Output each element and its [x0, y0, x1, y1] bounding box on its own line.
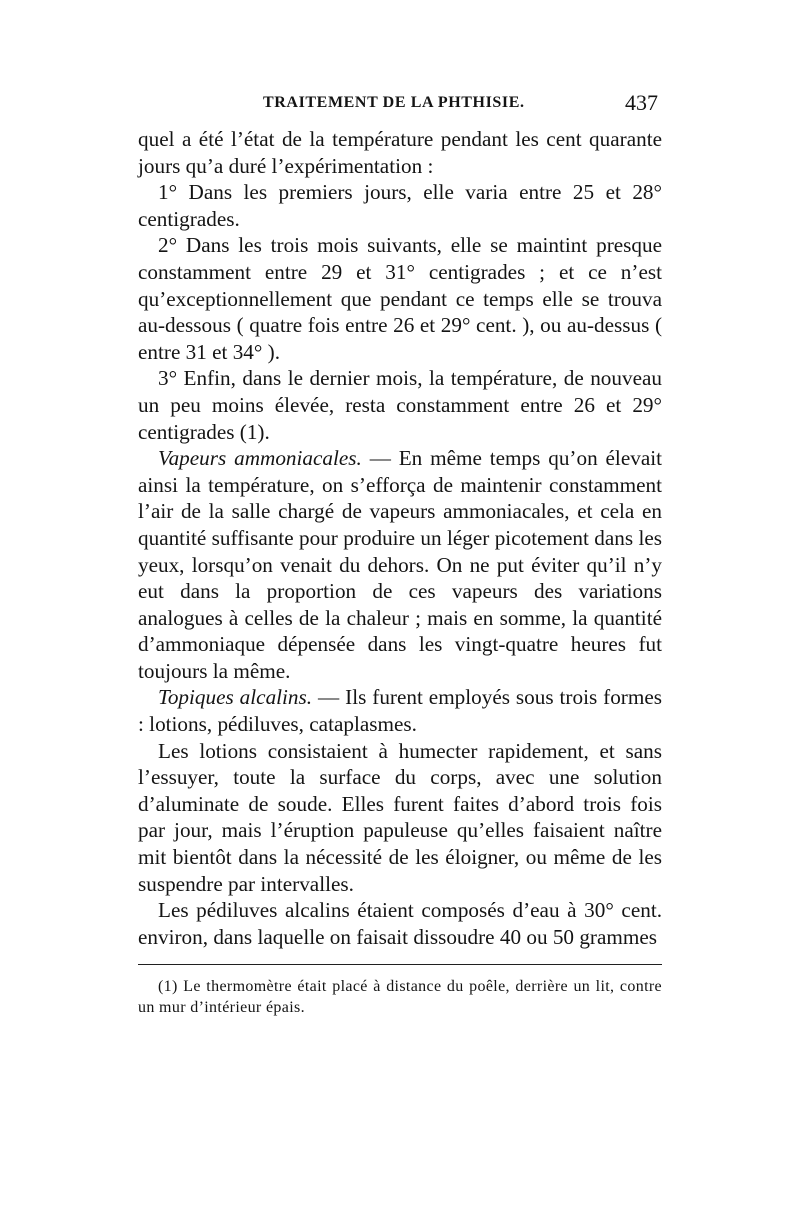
paragraph-3: 2° Dans les trois mois suivants, elle se maintint presque constamment entre 29 et 31° centigrades ; et ce n’est qu’exceptionnellement que pendant ce temps elle se trouva au-dessous ( quatre fois entre 26 et 29° cent. ), ou au-dessus ( entre 31 et 34° ).	[138, 233, 662, 364]
paragraph-4: 3° Enfin, dans le dernier mois, la température, de nouveau un peu moins élevée, resta constamment entre 26 et 29° centigrades (1).	[138, 366, 662, 444]
paragraph-7: Les lotions consistaient à humecter rapidement, et sans l’essuyer, toute la surface du corps, avec une solution d’aluminate de soude. Elles furent faites d’abord trois fois par jour, mais l’éruption papuleuse qu’elles faisaient naître mit bientôt dans la nécessité de les éloigner, ou même de les suspendre par intervalles.	[138, 738, 662, 896]
page-number: 437	[625, 90, 658, 115]
footnote-divider	[138, 964, 662, 965]
section-title-topiques: Topiques alcalins.	[158, 685, 313, 710]
footnotes	[138, 976, 662, 1018]
paragraph-8: Les pédiluves alcalins étaient composés d’eau à 30° cent. environ, dans laquelle on faisait dissoudre 40 ou 50 grammes	[138, 898, 662, 949]
book-page	[138, 92, 662, 1018]
footnote-1: (1) Le thermomètre était placé à distance du poêle, derrière un lit, contre un mur d’intérieur épais.	[138, 978, 662, 1017]
paragraph-2: 1° Dans les premiers jours, elle varia entre 25 et 28° centigrades.	[138, 180, 662, 231]
body-text	[138, 126, 662, 950]
paragraph-6-text: — Ils furent employés sous trois formes : lotions, pédiluves, cataplasmes.	[138, 685, 662, 737]
paragraph-5	[138, 445, 662, 684]
paragraph-6	[138, 684, 662, 737]
running-title: TRAITEMENT DE LA PHTHISIE.	[263, 94, 525, 111]
paragraph-1: quel a été l’état de la température pendant les cent quarante jours qu’a duré l’expérimentation :	[138, 127, 662, 178]
section-title-vapeurs: Vapeurs ammoniacales.	[158, 446, 362, 471]
running-header	[138, 92, 662, 126]
paragraph-5-text: — En même temps qu’on élevait ainsi la température, on s’efforça de maintenir constamment l’air de la salle chargé de vapeurs ammoniacales, et cela en quantité suffisante pour produire un léger picotement dans les yeux, lorsqu’on venait du dehors. On ne put éviter qu’il n’y eut dans la proportion de ces vapeurs des variations analogues à celles de la chaleur ; mais en somme, la quantité d’ammoniaque dépensée dans les vingt-quatre heures fut toujours la même.	[138, 446, 662, 683]
